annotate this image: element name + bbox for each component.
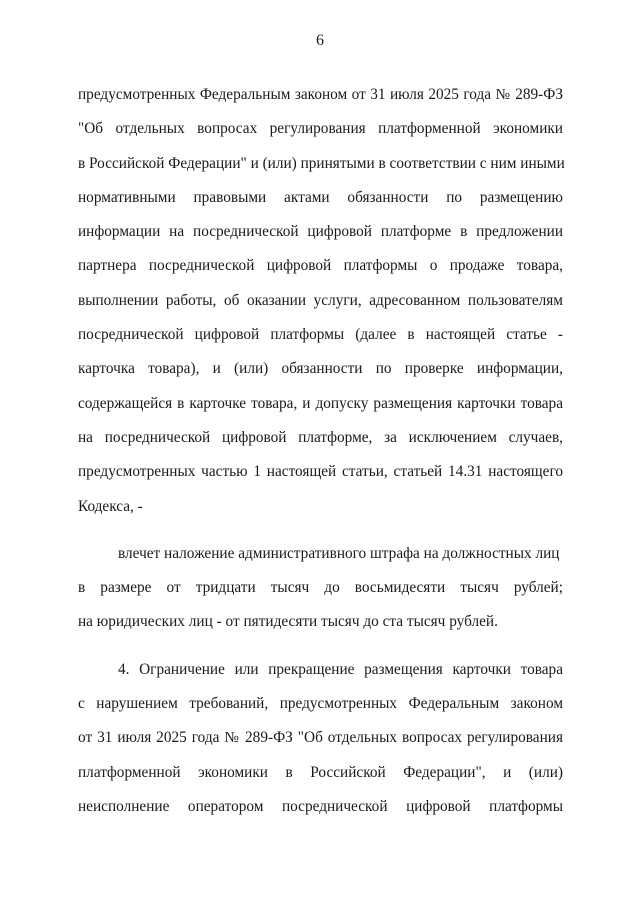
text-line: карточка товара), и (или) обязанности по проверке информации, [78, 360, 563, 378]
text-line: предусмотренных Федеральным законом от 31 июля 2025 года № 289-ФЗ [78, 86, 563, 103]
text-line: выполнении работы, об оказании услуги, адресованном пользователям [78, 291, 563, 309]
text-line: с нарушением требований, предусмотренных Федеральным законом [78, 695, 563, 713]
paragraph-gap [78, 640, 563, 653]
text-line: в размере от тридцати тысяч до восьмидесяти тысяч рублей; [78, 579, 563, 597]
text-line: неисполнение оператором посреднической цифровой платформы [78, 797, 563, 815]
text-line: на посреднической цифровой платформе, за исключением случаев, [78, 428, 563, 446]
text-line: содержащейся в карточке товара, и допуску размещения карточки товара [78, 394, 563, 412]
text-line: влечет наложение административного штрафа на должностных лиц [118, 544, 560, 562]
text-line: партнера посреднической цифровой платформы о продаже товара, [78, 257, 563, 275]
text-line: предусмотренных частью 1 настоящей статьи, статьей 14.31 настоящего [78, 463, 563, 481]
text-line: от 31 июля 2025 года № 289-ФЗ "Об отдельных вопросах регулирования [78, 729, 563, 747]
page-number: 6 [316, 32, 324, 49]
text-line: информации на посреднической цифровой платформе в предложении [78, 223, 563, 241]
text-line: 4. Ограничение или прекращение размещения карточки товара [118, 660, 563, 678]
text-line: в Российской Федерации" и (или) принятыми в соответствии с ним иными [78, 154, 565, 172]
text-line: Кодекса, - [78, 497, 143, 515]
text-line: на юридических лиц - от пятидесяти тысяч до ста тысяч рублей. [78, 613, 498, 631]
text-line: "Об отдельных вопросах регулирования платформенной экономики [78, 120, 563, 138]
text-line: нормативными правовыми актами обязанности по размещению [78, 188, 563, 206]
text-line: посреднической цифровой платформы (далее в настоящей статье - [78, 326, 563, 344]
paragraph-gap [78, 524, 563, 537]
document-body [78, 78, 563, 824]
text-line: платформенной экономики в Российской Федерации", и (или) [78, 763, 563, 781]
